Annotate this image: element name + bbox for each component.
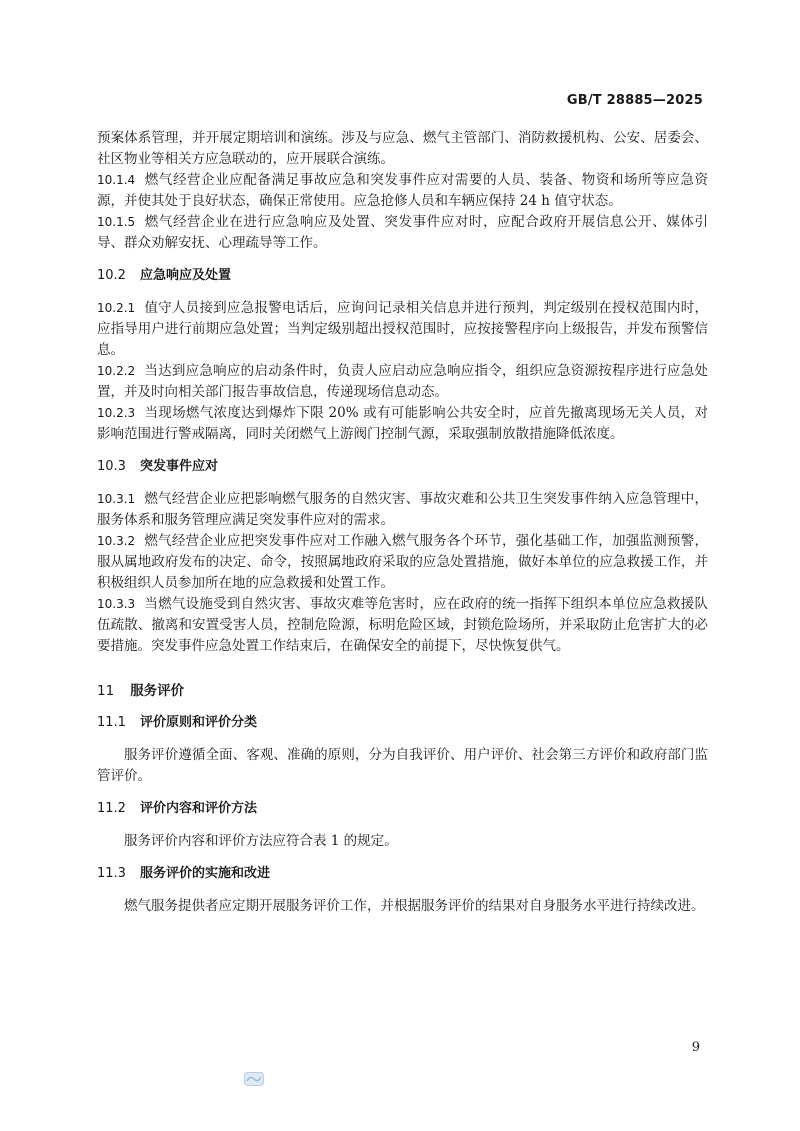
chapter-number: 11 (97, 683, 115, 699)
clause-text: 值守人员接到应急报警电话后，应询问记录相关信息并进行预判，判定级别在授权范围内时，应指导用户进行前期应急处置；当判定级别超出授权范围时，应按接警程序向上级报告，并发布预警信息。 (97, 300, 708, 358)
clause-number: 10.2.1 (97, 301, 136, 315)
clause-number: 10.1.4 (97, 173, 136, 187)
chapter-heading-11 (97, 681, 708, 701)
section-number: 11.1 (97, 715, 126, 730)
clause-text: 燃气经营企业应把影响燃气服务的自然灾害、事故灾难和公共卫生突发事件纳入应急管理中，服务体系和服务管理应满足突发事件应对的需求。 (97, 491, 708, 528)
clause-text: 当燃气设施受到自然灾害、事故灾难等危害时，应在政府的统一指挥下组织本单位应急救援队伍疏散、撤离和安置受害人员，控制危险源，标明危险区域，封锁危险场所，并采取防止危害扩大的必要措施。突发事件应急处置工作结束后，在确保安全的前提下，尽快恢复供气。 (97, 596, 708, 654)
section-number: 10.3 (97, 459, 126, 474)
clause-number: 10.1.5 (97, 215, 136, 229)
clause-10-1-4 (97, 170, 708, 212)
clause-10-3-3 (97, 594, 708, 657)
clause-number: 10.3.3 (97, 597, 136, 611)
section-title: 突发事件应对 (139, 459, 218, 474)
sac-logo-icon (244, 1072, 264, 1086)
clause-text: 当现场燃气浓度达到爆炸下限 20% 或有可能影响公共安全时，应首先撤离现场无关人员，对影响范围进行警戒隔离，同时关闭燃气上游阀门控制气源，采取强制放散措施降低浓度。 (97, 405, 708, 442)
clause-number: 10.3.1 (97, 492, 136, 506)
clause-text: 燃气经营企业应把突发事件应对工作融入燃气服务各个环节，强化基础工作，加强监测预警，服从属地政府发布的决定、命令，按照属地政府采取的应急处置措施，做好本单位的应急救援工作，并积极组织人员参加所在地的应急救援和处置工作。 (97, 533, 708, 591)
section-number: 11.3 (97, 866, 126, 881)
section-heading-11-1 (97, 713, 708, 733)
clause-10-3-1 (97, 489, 708, 531)
clause-10-2-1 (97, 298, 708, 361)
section-title: 服务评价的实施和改进 (139, 866, 270, 881)
section-heading-10-3 (97, 457, 708, 477)
paragraph-11-3: 燃气服务提供者应定期开展服务评价工作，并根据服务评价的结果对自身服务水平进行持续改进。 (124, 898, 705, 914)
clause-number: 10.2.2 (97, 364, 136, 378)
section-number: 10.2 (97, 268, 126, 283)
page-number: 9 (691, 1040, 700, 1055)
paragraph-continued: 预案体系管理，并开展定期培训和演练。涉及与应急、燃气主管部门、消防救援机构、公安、居委会、社区物业等相关方应急联动的，应开展联合演练。 (97, 130, 708, 167)
section-number: 11.2 (97, 801, 126, 816)
clause-text: 当达到应急响应的启动条件时，负责人应启动应急响应指令，组织应急资源按程序进行应急处置，并及时向相关部门报告事故信息，传递现场信息动态。 (97, 363, 708, 400)
section-heading-11-2 (97, 799, 708, 819)
paragraph-11-1: 服务评价遵循全面、客观、准确的原则，分为自我评价、用户评价、社会第三方评价和政府部门监管评价。 (97, 747, 708, 784)
clause-10-3-2 (97, 531, 708, 594)
section-title: 评价内容和评价方法 (139, 801, 257, 816)
clause-text: 燃气经营企业应配备满足事故应急和突发事件应对需要的人员、装备、物资和场所等应急资源，并使其处于良好状态，确保正常使用。应急抢修人员和车辆应保持 24 h 值守状态。 (97, 172, 708, 209)
section-title: 评价原则和评价分类 (139, 715, 257, 730)
clause-text: 燃气经营企业在进行应急响应及处置、突发事件应对时，应配合政府开展信息公开、媒体引导、群众劝解安抚、心理疏导等工作。 (97, 214, 708, 251)
clause-10-1-5 (97, 212, 708, 254)
section-heading-11-3 (97, 864, 708, 884)
clause-10-2-3 (97, 403, 708, 445)
clause-number: 10.3.2 (97, 534, 136, 548)
paragraph-11-2: 服务评价内容和评价方法应符合表 1 的规定。 (124, 833, 398, 849)
clause-number: 10.2.3 (97, 406, 136, 420)
section-heading-10-2 (97, 266, 708, 286)
document-body (97, 128, 708, 917)
clause-10-2-2 (97, 361, 708, 403)
standard-code: GB/T 28885—2025 (566, 93, 703, 108)
chapter-title: 服务评价 (130, 683, 185, 699)
section-title: 应急响应及处置 (139, 268, 231, 283)
